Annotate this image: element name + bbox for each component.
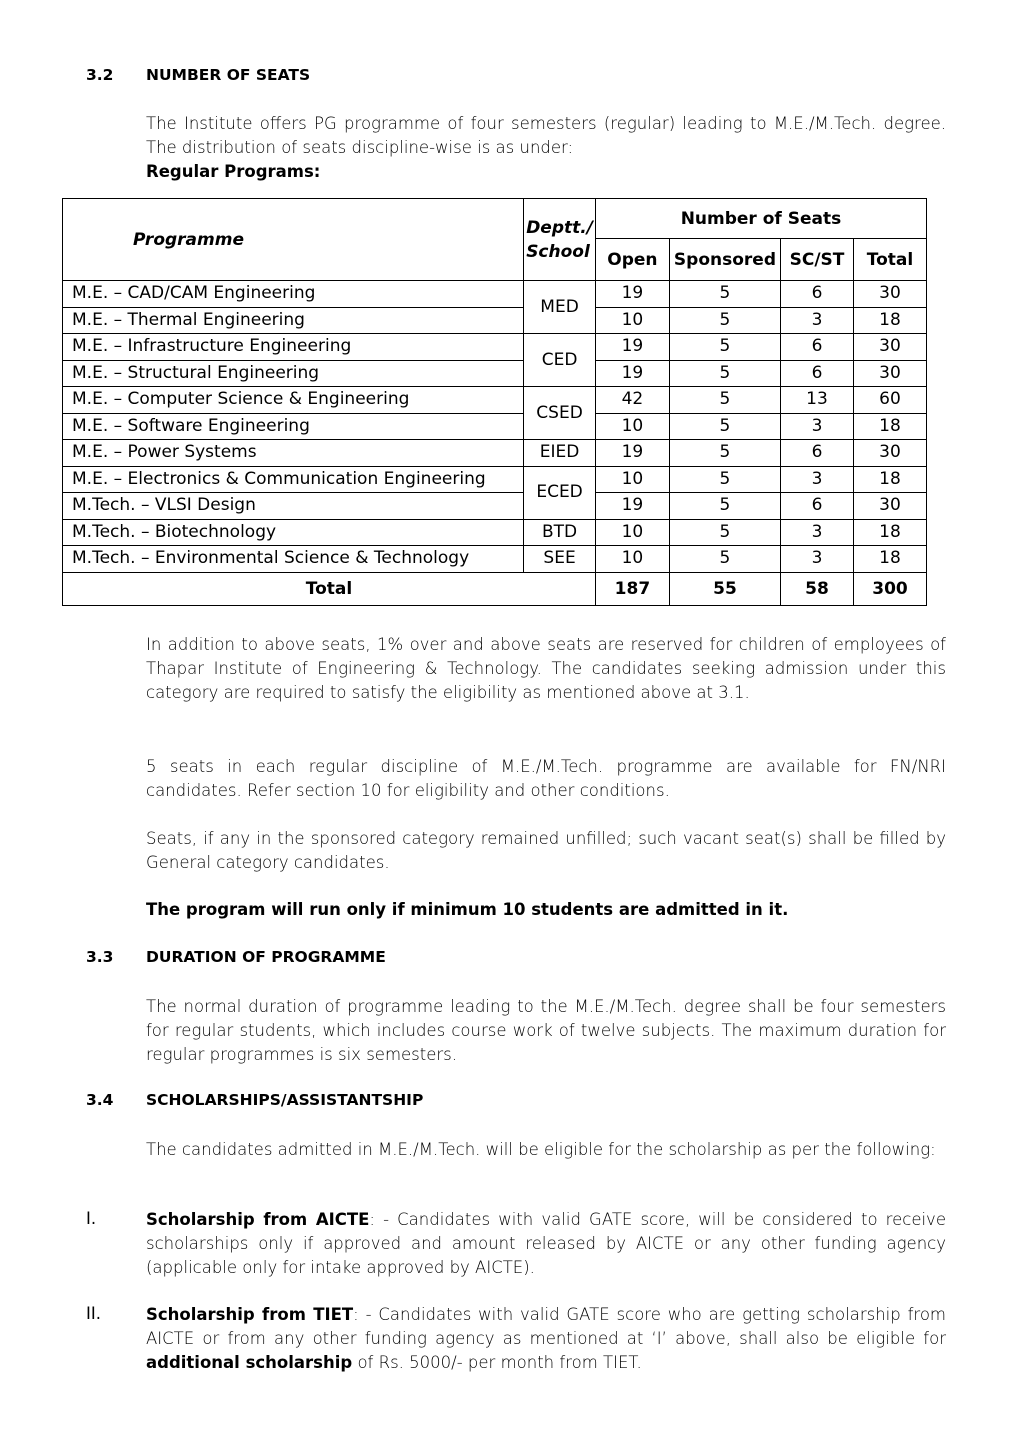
regular-programs-label: Regular Programs: <box>146 162 321 181</box>
dept-cell: CSED <box>524 387 596 440</box>
scholarship-intro-paragraph: The candidates admitted in M.E./M.Tech. will be eligible for the scholarship as per the following: <box>146 1140 936 1159</box>
programme-cell: M.Tech. – VLSI Design <box>63 493 524 520</box>
section-heading-3-4 <box>86 1091 423 1109</box>
total-open: 187 <box>595 572 669 605</box>
sponsored-cell: 5 <box>669 360 780 387</box>
seats-table <box>62 198 927 606</box>
sponsored-vacancy-paragraph: Seats, if any in the sponsored category remained unfilled; such vacant seat(s) shall be filled by General category candidates. <box>146 829 946 872</box>
item-text-end: of Rs. 5000/- per month from TIET. <box>352 1353 642 1372</box>
open-cell: 19 <box>595 493 669 520</box>
scholarship-item-aicte <box>146 1208 946 1280</box>
section-number: 3.3 <box>86 948 114 966</box>
total-cell: 60 <box>854 387 927 414</box>
sponsored-cell: 5 <box>669 281 780 308</box>
scst-cell: 3 <box>781 519 854 546</box>
additional-seats-paragraph: In addition to above seats, 1% over and above seats are reserved for children of employees of Thapar Institute of Engineering & Technology. The candidates seeking admission under this category are required to satisfy the eligibility as mentioned above at 3.1. <box>146 635 946 702</box>
total-cell: 30 <box>854 440 927 467</box>
sponsored-cell: 5 <box>669 493 780 520</box>
sponsored-cell: 5 <box>669 307 780 334</box>
programme-cell: M.E. – Thermal Engineering <box>63 307 524 334</box>
table-row <box>63 307 927 334</box>
table-row <box>63 387 927 414</box>
dept-cell: EIED <box>524 440 596 467</box>
sponsored-cell: 5 <box>669 387 780 414</box>
header-programme: Programme <box>63 199 524 281</box>
intro-text: The Institute offers PG programme of four semesters (regular) leading to M.E./M.Tech. degree. The distribution of seats discipline-wise is as under: <box>146 114 946 157</box>
programme-cell: M.E. – CAD/CAM Engineering <box>63 281 524 308</box>
section-number: 3.4 <box>86 1091 114 1109</box>
table-row <box>63 334 927 361</box>
dept-cell: SEE <box>524 546 596 573</box>
total-cell: 18 <box>854 466 927 493</box>
programme-cell: M.E. – Structural Engineering <box>63 360 524 387</box>
dept-cell: MED <box>524 281 596 334</box>
programme-cell: M.E. – Power Systems <box>63 440 524 467</box>
table-row <box>63 440 927 467</box>
section-title: SCHOLARSHIPS/ASSISTANTSHIP <box>146 1091 424 1109</box>
sponsored-cell: 5 <box>669 546 780 573</box>
item-heading: Scholarship from TIET <box>146 1305 354 1324</box>
total-scst: 58 <box>781 572 854 605</box>
scst-cell: 6 <box>781 493 854 520</box>
scst-cell: 3 <box>781 307 854 334</box>
table-row <box>63 413 927 440</box>
section-number: 3.2 <box>86 66 114 84</box>
scholarship-item-tiet <box>146 1303 946 1375</box>
open-cell: 42 <box>595 387 669 414</box>
open-cell: 19 <box>595 360 669 387</box>
scst-cell: 3 <box>781 466 854 493</box>
sponsored-cell: 5 <box>669 466 780 493</box>
section-title: DURATION OF PROGRAMME <box>146 948 386 966</box>
total-cell: 18 <box>854 413 927 440</box>
header-total: Total <box>854 239 927 281</box>
scst-cell: 6 <box>781 360 854 387</box>
section-heading-3-3 <box>86 948 386 966</box>
open-cell: 10 <box>595 546 669 573</box>
sponsored-cell: 5 <box>669 440 780 467</box>
open-cell: 19 <box>595 440 669 467</box>
table-row <box>63 360 927 387</box>
programme-cell: M.E. – Computer Science & Engineering <box>63 387 524 414</box>
table-row <box>63 493 927 520</box>
programme-cell: M.E. – Software Engineering <box>63 413 524 440</box>
table-row <box>63 281 927 308</box>
header-open: Open <box>595 239 669 281</box>
scst-cell: 6 <box>781 281 854 308</box>
open-cell: 10 <box>595 466 669 493</box>
scst-cell: 3 <box>781 546 854 573</box>
programme-cell: M.E. – Electronics & Communication Engineering <box>63 466 524 493</box>
table-total-row <box>63 572 927 605</box>
list-marker-1: I. <box>86 1209 97 1228</box>
open-cell: 10 <box>595 519 669 546</box>
dept-cell: BTD <box>524 519 596 546</box>
header-sponsored: Sponsored <box>669 239 780 281</box>
total-cell: 30 <box>854 360 927 387</box>
item-emphasis: additional scholarship <box>146 1353 353 1372</box>
table-row <box>63 519 927 546</box>
sponsored-cell: 5 <box>669 413 780 440</box>
total-cell: 18 <box>854 307 927 334</box>
total-label: Total <box>63 572 596 605</box>
table-row <box>63 466 927 493</box>
dept-cell: CED <box>524 334 596 387</box>
duration-paragraph: The normal duration of programme leading to the M.E./M.Tech. degree shall be four semesters for regular students, which includes course work of twelve subjects. The maximum duration for regular programmes is six semesters. <box>146 997 946 1064</box>
open-cell: 10 <box>595 307 669 334</box>
scst-cell: 13 <box>781 387 854 414</box>
open-cell: 19 <box>595 334 669 361</box>
sponsored-cell: 5 <box>669 334 780 361</box>
open-cell: 10 <box>595 413 669 440</box>
total-total: 300 <box>854 572 927 605</box>
scst-cell: 6 <box>781 440 854 467</box>
open-cell: 19 <box>595 281 669 308</box>
total-cell: 30 <box>854 493 927 520</box>
intro-paragraph <box>146 112 946 184</box>
header-number-of-seats: Number of Seats <box>595 199 926 239</box>
header-scst: SC/ST <box>781 239 854 281</box>
total-cell: 18 <box>854 519 927 546</box>
programme-cell: M.Tech. – Biotechnology <box>63 519 524 546</box>
total-sponsored: 55 <box>669 572 780 605</box>
total-cell: 30 <box>854 334 927 361</box>
sponsored-cell: 5 <box>669 519 780 546</box>
item-heading: Scholarship from AICTE <box>146 1210 370 1229</box>
fn-nri-paragraph: 5 seats in each regular discipline of M.E./M.Tech. programme are available for FN/NRI candidates. Refer section 10 for eligibility and other conditions. <box>146 757 946 800</box>
scst-cell: 6 <box>781 334 854 361</box>
programme-cell: M.Tech. – Environmental Science & Technology <box>63 546 524 573</box>
total-cell: 30 <box>854 281 927 308</box>
section-heading-3-2 <box>86 66 310 84</box>
item-text: : - Candidates with valid GATE score, will be considered to receive scholarships only if approved and amount released by AICTE or any other funding agency (applicable only for intake approved by AICTE). <box>146 1210 946 1277</box>
table-row <box>63 546 927 573</box>
list-marker-2: II. <box>86 1304 101 1323</box>
programme-cell: M.E. – Infrastructure Engineering <box>63 334 524 361</box>
item-text: : - Candidates with valid GATE score who are getting scholarship from AICTE or from any other funding agency as mentioned at ‘I’ above, shall also be eligible for <box>146 1305 946 1348</box>
dept-cell: ECED <box>524 466 596 519</box>
scst-cell: 3 <box>781 413 854 440</box>
minimum-students-note: The program will run only if minimum 10 students are admitted in it. <box>146 900 789 919</box>
section-title: NUMBER OF SEATS <box>146 66 311 84</box>
total-cell: 18 <box>854 546 927 573</box>
header-dept: Deptt./ School <box>524 199 596 281</box>
